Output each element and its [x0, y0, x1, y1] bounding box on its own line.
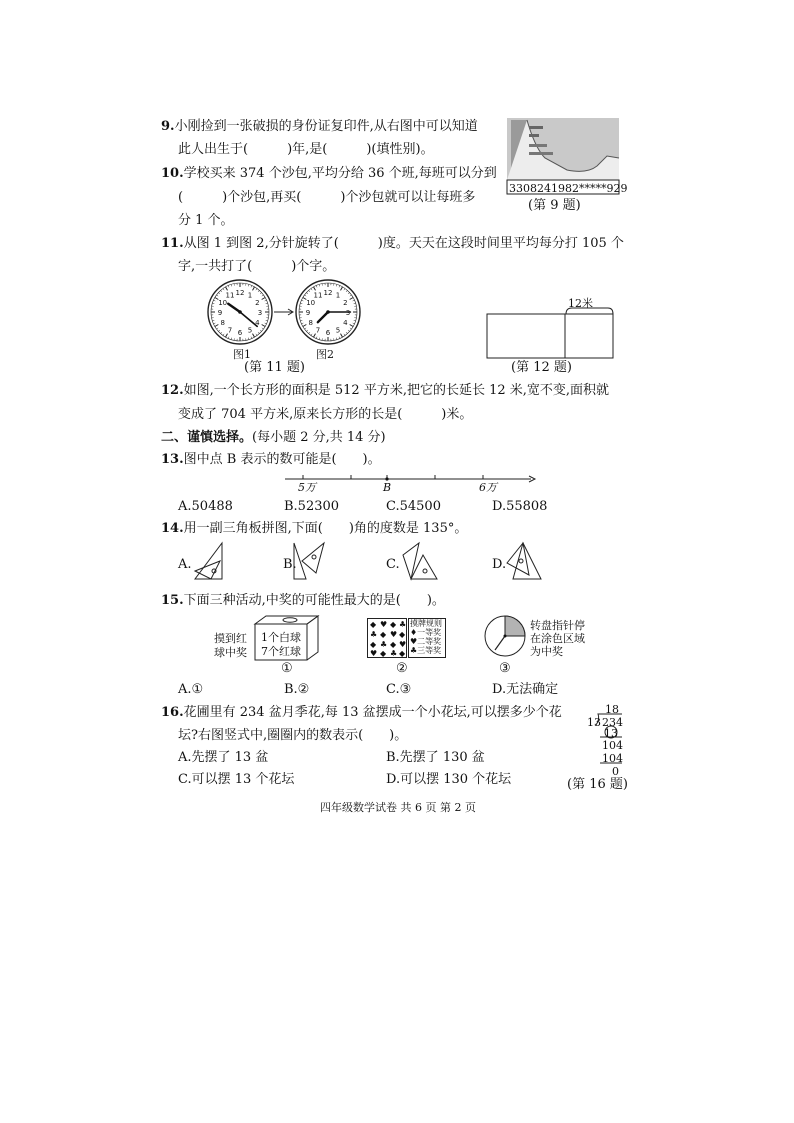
svg-text:♥: ♥: [380, 620, 388, 629]
svg-text:♥: ♥: [370, 649, 378, 658]
clock-number: 11: [225, 291, 235, 300]
page-footer: 四年级数学试卷 共 6 页 第 2 页: [320, 801, 476, 814]
q13-number: 13.: [161, 452, 184, 467]
spinner: [483, 614, 527, 658]
clock1-label: 图1: [233, 348, 251, 361]
section2-header: [161, 430, 386, 446]
spinner-text3: 为中奖: [530, 645, 563, 658]
triangles-a: [193, 541, 225, 581]
q16-text1: 花圃里有 234 盆月季花,每 13 盆摆成一个小花坛,可以摆多少个花: [183, 705, 562, 720]
box-text1: 1个白球: [261, 631, 301, 644]
svg-text:◆: ◆: [370, 620, 377, 629]
q9-caption: (第 9 题): [528, 198, 581, 213]
svg-text:♣: ♣: [390, 649, 398, 658]
q12-line2: 变成了 704 平方米,原来长方形的长是( )米。: [178, 407, 473, 422]
q12-caption: (第 12 题): [511, 360, 572, 375]
clock-number: 10: [306, 299, 316, 307]
triangles-c: [399, 541, 439, 581]
q10-line2: ( )个沙包,再买( )个沙包就可以让每班多: [178, 190, 476, 205]
q12-rectangle-figure: [486, 294, 616, 360]
clock-number: 11: [313, 291, 323, 300]
clock-number: 2: [255, 299, 260, 307]
number-line: [285, 472, 535, 486]
svg-text:◆: ◆: [399, 630, 406, 639]
q14-text: 用一副三角板拼图,下面( )角的度数是 135°。: [183, 521, 468, 536]
q13-option-b: B.52300: [284, 499, 340, 514]
q12-number: 12.: [161, 383, 184, 398]
q13-option-c: C.54500: [386, 499, 441, 514]
q14-option-b: B.: [283, 557, 297, 572]
q15-option-d: D.无法确定: [492, 682, 559, 697]
tick-b: B: [383, 481, 392, 494]
q12-text1: 如图,一个长方形的面积是 512 平方米,把它的长延长 12 米,宽不变,面积就: [183, 383, 610, 398]
box-text2: 7个红球: [261, 645, 301, 658]
svg-text:◆: ◆: [380, 630, 387, 639]
q16-option-b: B.先摆了 130 盆: [386, 750, 485, 765]
q13-option-a: A.50488: [178, 499, 233, 514]
svg-text:♥: ♥: [390, 630, 398, 639]
clock-number: 7: [315, 326, 321, 335]
clock-number: 3: [257, 309, 263, 317]
q14-number: 14.: [161, 521, 184, 536]
svg-text:◆: ◆: [390, 620, 397, 629]
svg-text:◆: ◆: [380, 649, 387, 658]
clock-number: 9: [217, 309, 223, 317]
svg-text:♥: ♥: [399, 640, 407, 649]
svg-text:◆: ◆: [370, 640, 377, 649]
triangles-d: [503, 541, 543, 581]
section2-title: 二、谨慎选择。: [161, 430, 253, 445]
rule-2: ♥二等奖: [410, 637, 442, 646]
rules-title: 摸牌规则: [410, 619, 442, 628]
q16-option-c: C.可以摆 13 个花坛: [178, 772, 295, 787]
q11-text1: 从图 1 到图 2,分针旋转了( )度。天天在这段时间里平均每分打 105 个: [183, 236, 624, 251]
q13-text: 图中点 B 表示的数可能是( )。: [183, 452, 381, 467]
q10-line1: [161, 166, 497, 182]
clock2-label: 图2: [316, 348, 334, 361]
box-side-label2: 球中奖: [214, 646, 247, 659]
clock-number: 7: [227, 326, 233, 335]
svg-text:♣: ♣: [380, 640, 388, 649]
q11-number: 11.: [161, 236, 184, 251]
triangles-b: [292, 541, 326, 581]
q11-line1: [161, 236, 624, 252]
clock-number: 9: [305, 309, 311, 317]
q12-line1: [161, 383, 609, 399]
q9-number: 9.: [161, 119, 175, 134]
clock-number: 8: [308, 319, 313, 327]
spinner-text2: 在涂色区域: [530, 632, 585, 645]
spinner-text1: 转盘指针停: [530, 619, 585, 632]
q14-stem: [161, 521, 467, 537]
box-side-label1: 摸到红: [214, 632, 247, 645]
clock-number: 2: [343, 299, 348, 307]
q12-ext-label: 12米: [568, 297, 593, 310]
clock-number: 1: [247, 291, 253, 300]
q15-option-a: A.①: [178, 682, 204, 697]
svg-text:◆: ◆: [390, 640, 397, 649]
q11-line2: 字,一共打了( )个字。: [178, 259, 336, 274]
clock-number: 10: [218, 299, 228, 307]
rule-1: ♦一等奖: [410, 628, 442, 637]
q10-text1: 学校买来 374 个沙包,平均分给 36 个班,每班可以分到: [183, 166, 497, 181]
q15-option-c: C.③: [386, 682, 412, 697]
svg-text:♣: ♣: [370, 630, 378, 639]
q16-caption: (第 16 题): [567, 777, 628, 792]
clock-number: 1: [335, 291, 341, 300]
div-divisor: 13: [587, 716, 601, 729]
div-step3: 104: [602, 752, 623, 765]
clock-number: 5: [247, 326, 253, 335]
label-2: ②: [396, 661, 408, 676]
q16-number: 16.: [161, 705, 184, 720]
clock-number: 5: [335, 326, 341, 335]
clock-number: 12: [235, 289, 245, 297]
q13-stem: [161, 452, 381, 468]
q15-number: 15.: [161, 593, 184, 608]
clock-number: 8: [220, 319, 225, 327]
card-grid: [367, 618, 407, 658]
svg-text:♣: ♣: [399, 620, 407, 629]
div-quotient: 18: [605, 703, 619, 716]
clock-number: 6: [237, 329, 243, 337]
q14-option-a: A.: [178, 557, 192, 572]
q10-line3: 分 1 个。: [178, 213, 234, 228]
q13-option-d: D.55808: [492, 499, 548, 514]
q14-option-c: C.: [386, 557, 400, 572]
q10-number: 10.: [161, 166, 184, 181]
section2-note: (每小题 2 分,共 14 分): [252, 430, 386, 445]
tick-5wan: 5万: [298, 481, 316, 494]
q16-option-d: D.可以摆 130 个花坛: [386, 772, 512, 787]
clock-number: 4: [255, 319, 260, 327]
q15-stem: [161, 593, 445, 609]
clock-number: 12: [323, 289, 333, 297]
clock-number: 4: [343, 319, 348, 327]
rule-3: ♣三等奖: [410, 646, 442, 655]
div-step2: 104: [602, 739, 623, 752]
svg-text:◆: ◆: [399, 649, 406, 658]
id-number: 3308241982*****929: [509, 182, 628, 195]
clock-number: 3: [345, 309, 351, 317]
label-1: ①: [281, 661, 293, 676]
q9-text1: 小刚捡到一张破损的身份证复印件,从右图中可以知道: [174, 119, 478, 134]
q11-caption: (第 11 题): [244, 360, 305, 375]
q14-option-d: D.: [492, 557, 507, 572]
div-step1-circled: 13: [604, 727, 618, 740]
q16-option-a: A.先摆了 13 盆: [178, 750, 269, 765]
q15-text: 下面三种活动,中奖的可能性最大的是( )。: [183, 593, 445, 608]
clock-number: 6: [325, 329, 331, 337]
q9-line2: 此人出生于( )年,是( )(填性别)。: [178, 142, 434, 157]
q9-line1: [161, 119, 478, 135]
q15-option-b: B.②: [284, 682, 310, 697]
q16-line2: 坛?右图竖式中,圈圈内的数表示( )。: [178, 728, 408, 743]
q16-line1: [161, 705, 562, 721]
q11-clocks: [200, 276, 370, 356]
tick-6wan: 6万: [479, 481, 497, 494]
label-3: ③: [499, 661, 511, 676]
div-remainder: 0: [612, 765, 619, 778]
div-dividend: 234: [602, 716, 623, 729]
